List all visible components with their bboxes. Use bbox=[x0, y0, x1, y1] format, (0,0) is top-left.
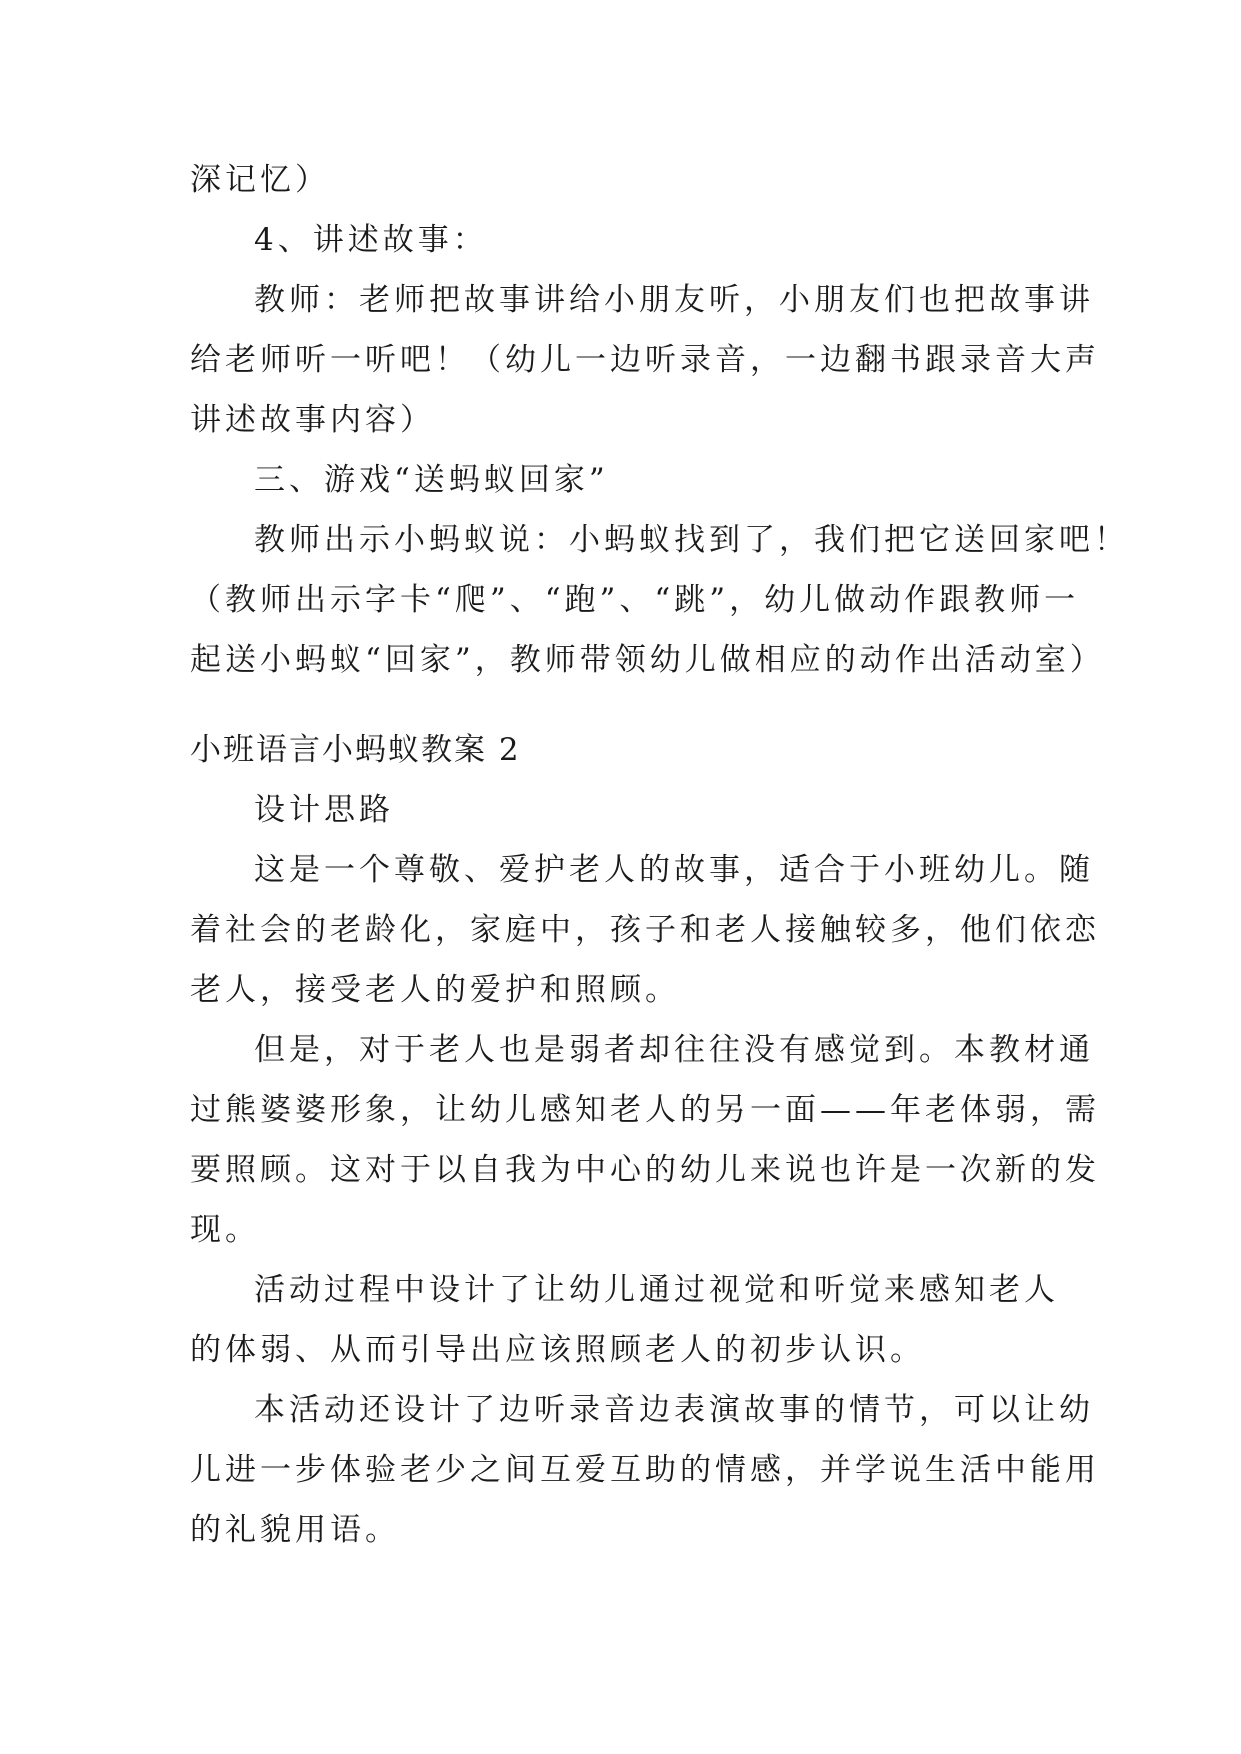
text-line: 深记忆） bbox=[190, 162, 330, 198]
step-heading: 4、讲述故事： bbox=[254, 222, 488, 258]
paragraph-line: 讲述故事内容） bbox=[190, 402, 435, 438]
paragraph-line: 的礼貌用语。 bbox=[190, 1512, 400, 1548]
paragraph-line: 老人，接受老人的爱护和照顾。 bbox=[190, 972, 680, 1008]
paragraph-line: 的体弱、从而引导出应该照顾老人的初步认识。 bbox=[190, 1332, 925, 1368]
paragraph-line: 现。 bbox=[190, 1212, 260, 1248]
document-body bbox=[190, 150, 1129, 1560]
paragraph-line: 活动过程中设计了让幼儿通过视觉和听觉来感知老人 bbox=[254, 1272, 1059, 1308]
paragraph-line: 给老师听一听吧！（幼儿一边听录音，一边翻书跟录音大声 bbox=[190, 342, 1100, 378]
section-subtitle: 设计思路 bbox=[254, 792, 394, 828]
section-gap bbox=[190, 690, 1060, 720]
paragraph-line: 但是，对于老人也是弱者却往往没有感觉到。本教材通 bbox=[254, 1032, 1094, 1068]
paragraph-line: 起送小蚂蚁“回家”，教师带领幼儿做相应的动作出活动室） bbox=[190, 642, 1105, 678]
paragraph-line: 教师出示小蚂蚁说：小蚂蚁找到了，我们把它送回家吧！ bbox=[254, 522, 1129, 558]
paragraph-line: 儿进一步体验老少之间互爱互助的情感，并学说生活中能用 bbox=[190, 1452, 1100, 1488]
paragraph-line: 教师：老师把故事讲给小朋友听，小朋友们也把故事讲 bbox=[254, 282, 1094, 318]
paragraph-line: 着社会的老龄化，家庭中，孩子和老人接触较多，他们依恋 bbox=[190, 912, 1100, 948]
section-title: 小班语言小蚂蚁教案 2 bbox=[190, 732, 521, 768]
paragraph-line: 这是一个尊敬、爱护老人的故事，适合于小班幼儿。随 bbox=[254, 852, 1094, 888]
paragraph-line: （教师出示字卡“爬”、“跑”、“跳”，幼儿做动作跟教师一 bbox=[190, 582, 1080, 618]
paragraph-line: 过熊婆婆形象，让幼儿感知老人的另一面——年老体弱，需 bbox=[190, 1092, 1100, 1128]
paragraph-line: 要照顾。这对于以自我为中心的幼儿来说也许是一次新的发 bbox=[190, 1152, 1100, 1188]
paragraph-line: 本活动还设计了边听录音边表演故事的情节，可以让幼 bbox=[254, 1392, 1094, 1428]
part-heading: 三、游戏“送蚂蚁回家” bbox=[254, 462, 609, 498]
